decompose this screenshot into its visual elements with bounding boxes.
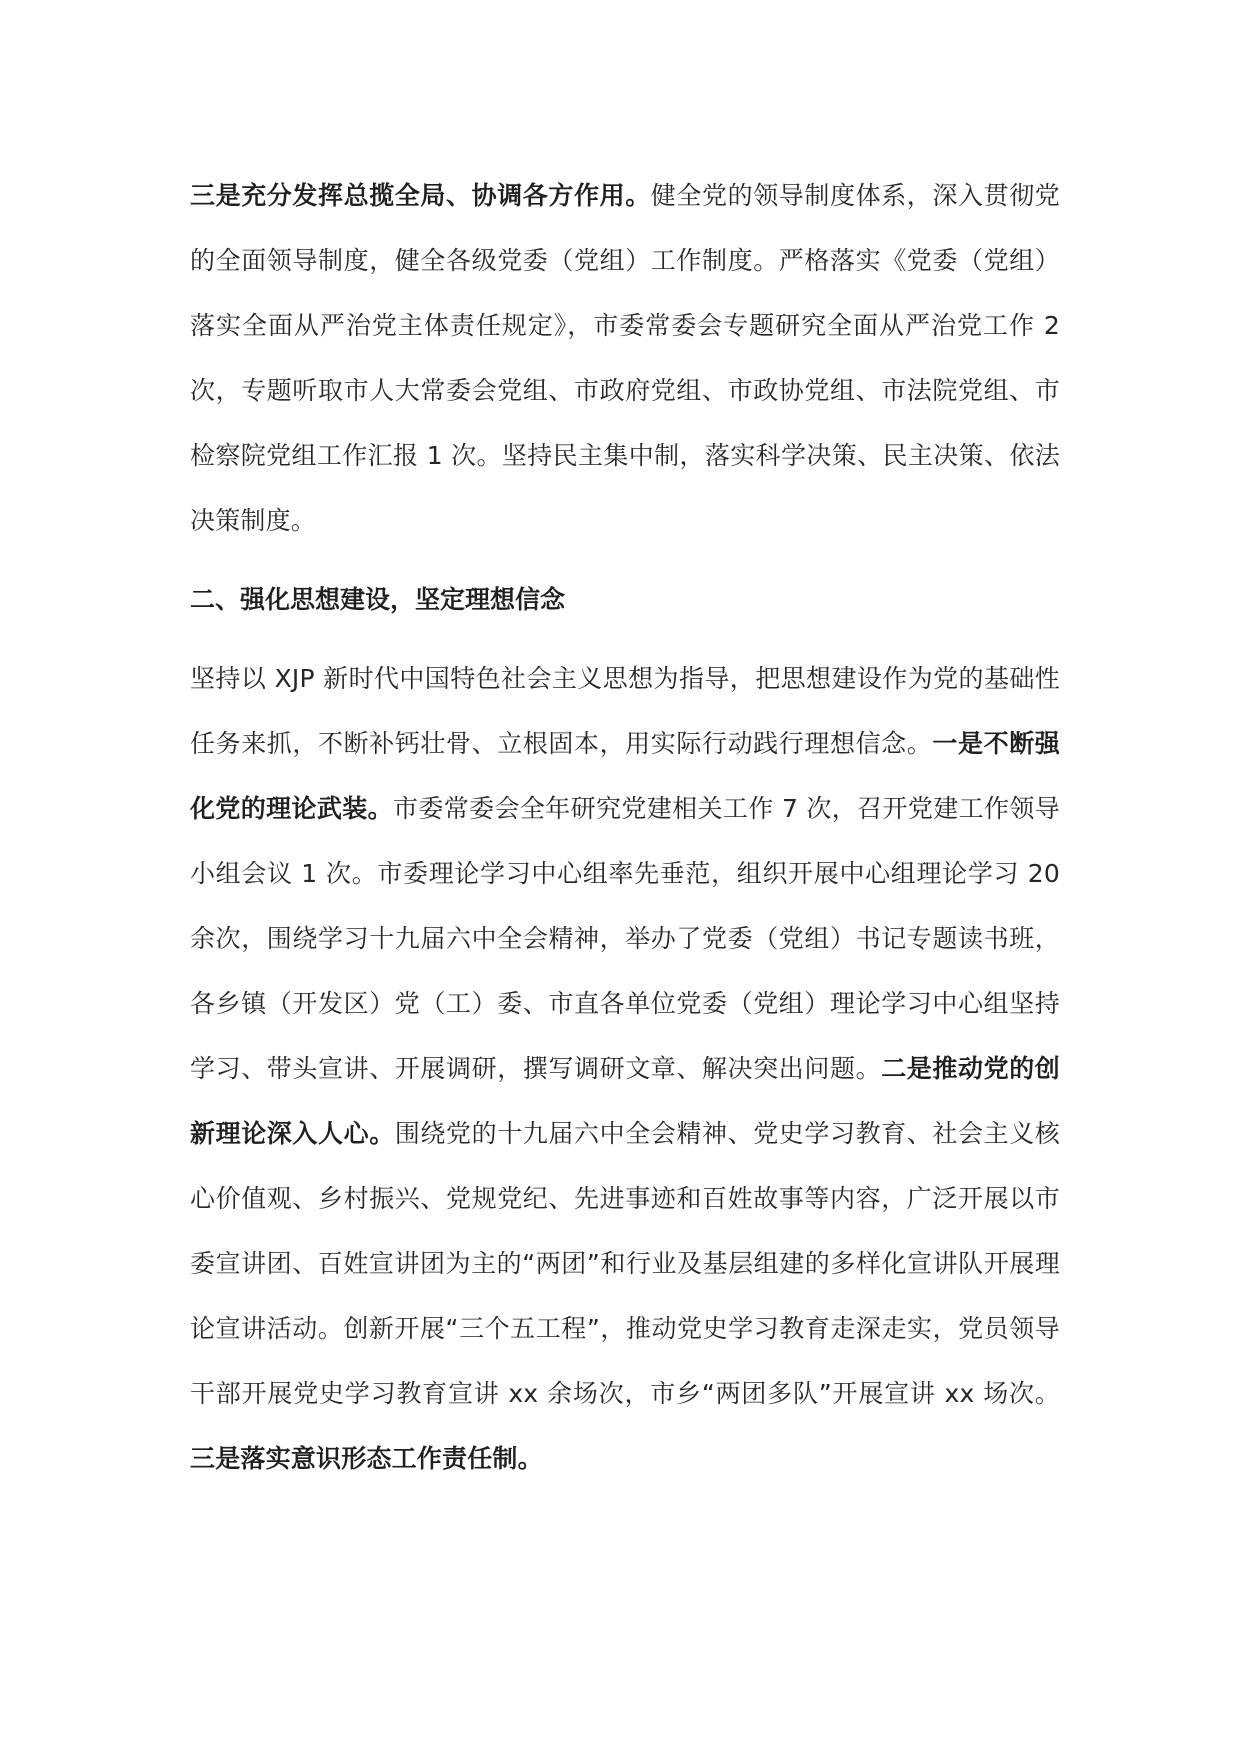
document-page <box>190 163 1060 1491</box>
paragraph-intro: 坚持以 XJP 新时代中国特色社会主义思想为指导，把思想建设作为党的基础性任务来抓，不断补钙壮骨、立根固本，用实际行动践行理想信念。 <box>190 664 1060 758</box>
point-lead: 一是不断强化党的理论武装。 <box>190 729 1060 823</box>
paragraph-lead: 三是充分发挥总揽全局、协调各方作用。 <box>190 181 651 210</box>
paragraph-body: 健全党的领导制度体系，深入贯彻党的全面领导制度，健全各级党委（党组）工作制度。严格落实《党委（党组）落实全面从严治党主体责任规定》，市委常委会专题研究全面从严治党工作 2 次，专题听取市人大常委会党组、市政府党组、市政协党组、市法院党组、市检察院党组工作汇报 1 次。坚持民主集中制，落实科学决策、民主决策、依法决策制度。 <box>190 181 1060 535</box>
point-lead: 二是推动党的创新理论深入人心。 <box>190 1054 1061 1148</box>
point-body: 市委常委会全年研究党建相关工作 7 次，召开党建工作领导小组会议 1 次。市委理论学习中心组率先垂范，组织开展中心组理论学习 20 余次，围绕学习十九届六中全会精神，举办了党委（党组）书记专题读书班，各乡镇（开发区）党（工）委、市直各单位党委（党组）理论学习中心组坚持学习、带头宣讲、开展调研，撰写调研文章、解决突出问题。 <box>190 794 1060 1083</box>
point-body: 围绕党的十九届六中全会精神、党史学习教育、社会主义核心价值观、乡村振兴、党规党纪、先进事迹和百姓故事等内容，广泛开展以市委宣讲团、百姓宣讲团为主的“两团”和行业及基层组建的多样化宣讲队开展理论宣讲活动。创新开展“三个五工程”，推动党史学习教育走深走实，党员领导干部开展党史学习教育宣讲 xx 余场次，市乡“两团多队”开展宣讲 xx 场次。 <box>190 1119 1061 1408</box>
section-heading: 二、强化思想建设，坚定理想信念 <box>190 585 566 614</box>
point-lead: 三是落实意识形态工作责任制。 <box>190 1444 543 1473</box>
paragraph-coordination <box>190 163 1060 553</box>
paragraph-ideology <box>190 646 1060 1491</box>
